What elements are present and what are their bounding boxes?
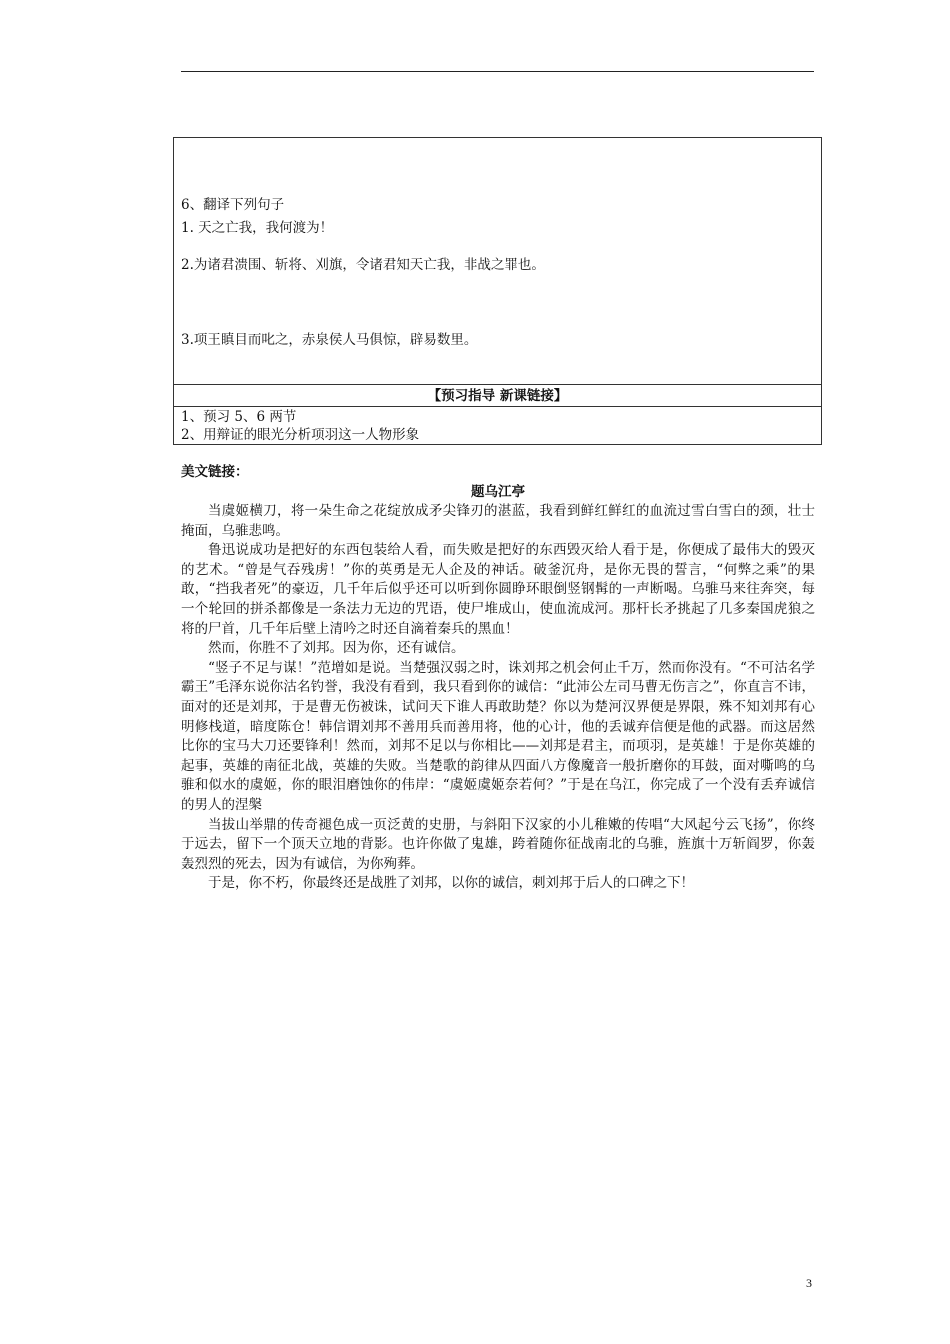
paragraph: 于是，你不朽，你最终还是战胜了刘邦，以你的诚信，刺刘邦于后人的口碑之下！ (208, 875, 694, 892)
preview-box (173, 407, 822, 445)
paragraph: 鲁迅说成功是把好的东西包装给人看，而失败是把好的东西毁灭给人看于是，你便成了最伟大的毁灭的艺术。“曾是气吞残虏！”你的英勇是无人企及的神话。破釜沉舟，是你无畏的誓言，“何弊之乘”的果敢，“挡我者死”的豪迈，几千年后似乎还可以听到你圆睁环眼倒竖钢髯的一声断喝。乌骓马来往奔突，每一个轮回的拼杀都像是一条法力无边的咒语，使尸堆成山，使血流成河。那杆长矛挑起了几多秦国虎狼之将的尸首，几千年后壁上清吟之时还自滴着秦兵的黑血！ (181, 542, 815, 637)
article-title: 题乌江亭 (471, 484, 525, 500)
preview-header-cell (173, 385, 822, 407)
exercise-heading: 6、翻译下列句子 (181, 197, 285, 213)
paragraph: 然而，你胜不了刘邦。因为你，还有诚信。 (208, 640, 465, 657)
paragraph: 当拔山举鼎的传奇褪色成一页泛黄的史册，与斜阳下汉家的小儿稚嫩的传唱“大风起兮云飞扬”，你终于远去，留下一个顶天立地的背影。也许你做了鬼雄，跨着随你征战南北的乌骓，旌旗十万斩阎罗，你轰轰烈烈的死去，因为有诚信，为你殉葬。 (181, 816, 815, 872)
article (181, 462, 815, 894)
exercise-item-1: 1. 天之亡我，我何渡为！ (181, 220, 334, 236)
section-label: 美文链接： (181, 464, 249, 480)
page-number: 3 (806, 1276, 812, 1290)
paragraph: 当虞姬横刀，将一朵生命之花绽放成矛尖锋刃的湛蓝，我看到鲜红鲜红的血流过雪白雪白的颈，壮士掩面，乌骓悲鸣。 (181, 503, 815, 539)
preview-header: 【预习指导 新课链接】 (427, 388, 568, 404)
paragraph: “竖子不足与谋！”范增如是说。当楚强汉弱之时，诛刘邦之机会何止千万，然而你没有。“不可沽名学霸王”毛泽东说你沽名钓誉，我没有看到，我只看到你的诚信：“此沛公左司马曹无伤言之”，你直言不讳，面对的还是刘邦，于是曹无伤被诛，试问天下谁人再敢助楚？你以为楚河汉界便是界限，殊不知刘邦有心明修栈道，暗度陈仓！韩信谓刘邦不善用兵而善用将，他的心计，他的丢诚弃信便是他的武器。而这居然比你的宝马大刀还要锋利！然而，刘邦不足以与你相比——刘邦是君主，而项羽，是英雄！于是你英雄的起事，英雄的南征北战，英雄的失败。当楚歌的韵律从四面八方像魔音一般折磨你的耳鼓，面对嘶鸣的乌骓和似水的虞姬，你的眼泪磨蚀你的伟岸：“虞姬虞姬奈若何？”于是在乌江，你完成了一个没有丢弃诚信的男人的涅槃 (181, 659, 815, 813)
exercise-item-2: 2.为诸君溃围、斩将、刈旗，令诸君知天亡我，非战之罪也。 (181, 257, 545, 273)
exercise-item-3: 3.项王瞋目而叱之，赤泉侯人马俱惊，辟易数里。 (181, 332, 478, 348)
header-rule (181, 71, 814, 72)
preview-item-1: 1、预习 5、6 两节 (181, 409, 297, 425)
exercise-box (173, 137, 822, 385)
preview-item-2: 2、用辩证的眼光分析项羽这一人物形象 (181, 427, 420, 443)
